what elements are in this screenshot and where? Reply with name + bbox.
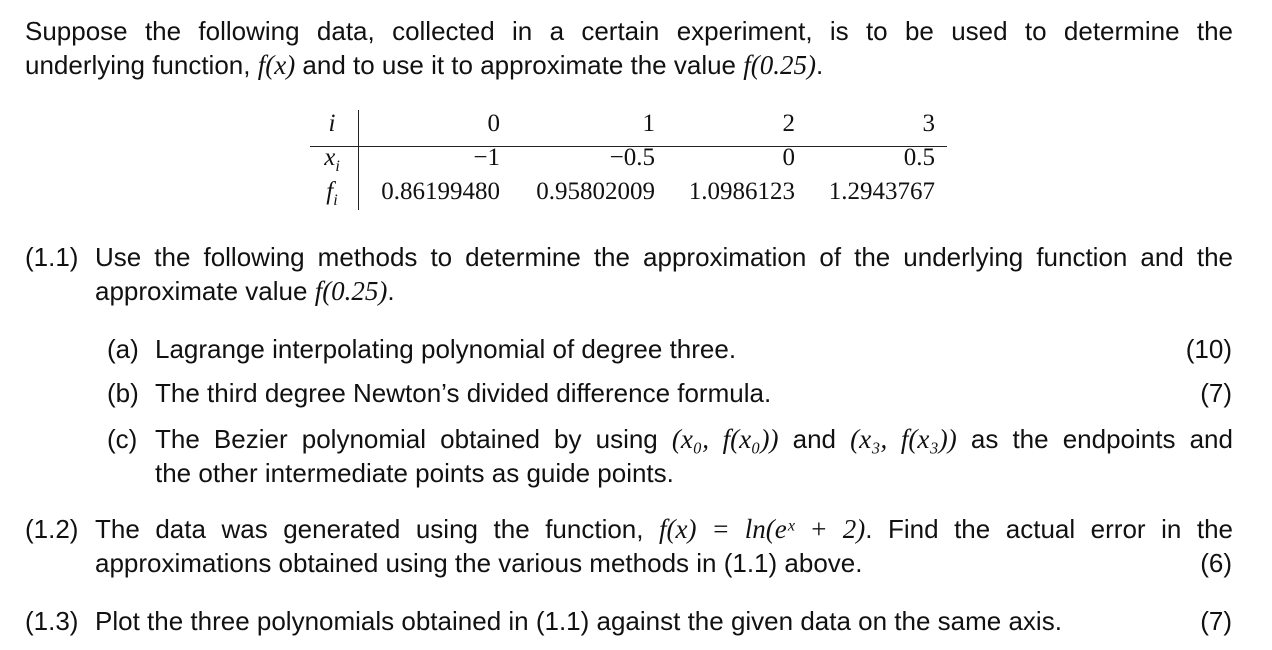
question-text: Plot the three polynomials obtained in (1.1) against the given data on the same axis.	[95, 606, 1062, 636]
table-cell: 1.0986123	[688, 178, 795, 205]
question-line: approximations obtained using the various methods in (1.1) above.	[95, 548, 863, 578]
question-line: Use the following methods to determine the approximation of the underlying function and the	[95, 242, 1233, 272]
table-cell: 3	[922, 110, 935, 137]
table-cell: 0	[487, 110, 500, 137]
table-cell: −0.5	[609, 144, 655, 171]
part-text	[155, 422, 1233, 490]
marks: (6)	[1200, 548, 1232, 578]
table-cell: 2	[782, 110, 795, 137]
part-label: (a)	[107, 334, 139, 364]
intro-math-f025: f(0.25)	[743, 50, 816, 80]
intro-line-1: Suppose the following data, collected in a certain experiment, is to be used to determine the	[25, 16, 1233, 46]
question-number: (1.1)	[25, 242, 79, 272]
intro-line-2	[25, 48, 1233, 82]
table-cell: 0.86199480	[381, 178, 500, 205]
part-label: (b)	[107, 378, 139, 408]
table-vertical-rule	[358, 110, 359, 210]
part-line: The Bezier polynomial obtained by using (x₀, f(x₀)) and (x₃, f(x₃)) as the endpoints and	[155, 424, 1233, 454]
table-cell: 0	[782, 144, 795, 171]
table-cell: −1	[473, 144, 500, 171]
intro-text: underlying function,	[25, 50, 258, 80]
question-number: (1.2)	[25, 514, 79, 544]
math-function: f(x) = ln(eˣ + 2)	[659, 514, 866, 544]
intro-text: .	[815, 50, 824, 80]
part-text: Lagrange interpolating polynomial of degree three.	[155, 334, 737, 364]
math-f025: f(0.25)	[314, 276, 388, 306]
row-label-x: $x_i$	[324, 144, 340, 175]
part-text: The third degree Newton’s divided difference formula.	[155, 378, 772, 408]
row-label-f: $f_i$	[326, 178, 338, 209]
row-label-i: i	[328, 110, 336, 137]
intro-paragraph	[25, 14, 1233, 82]
question-line: The data was generated using the function, f(x) = ln(eˣ + 2). Find the actual error in the	[95, 514, 1233, 544]
marks: (7)	[1200, 606, 1232, 636]
part-line: the other intermediate points as guide points.	[155, 458, 674, 488]
question-1-1	[0, 240, 1272, 310]
math-endpoint-0: (x₀, f(x₀))	[671, 424, 779, 454]
marks: (7)	[1200, 378, 1232, 408]
question-text	[95, 512, 1233, 580]
part-a	[0, 332, 1272, 366]
question-1-2	[0, 512, 1272, 582]
intro-math-fx: f(x)	[257, 50, 296, 80]
table-cell: 0.5	[903, 144, 935, 171]
marks: (10)	[1185, 334, 1232, 364]
question-1-3	[0, 604, 1272, 638]
table-cell: 1	[642, 110, 655, 137]
part-label: (c)	[107, 424, 138, 454]
question-line: approximate value f(0.25).	[95, 276, 395, 306]
question-text	[95, 240, 1233, 308]
part-c	[0, 422, 1272, 492]
math-endpoint-3: (x₃, f(x₃))	[850, 424, 957, 454]
table-cell: 1.2943767	[828, 178, 935, 205]
table-cell: 0.95802009	[536, 178, 655, 205]
question-number: (1.3)	[25, 606, 79, 636]
part-b	[0, 376, 1272, 410]
intro-text: and to use it to approximate the value	[295, 50, 744, 80]
